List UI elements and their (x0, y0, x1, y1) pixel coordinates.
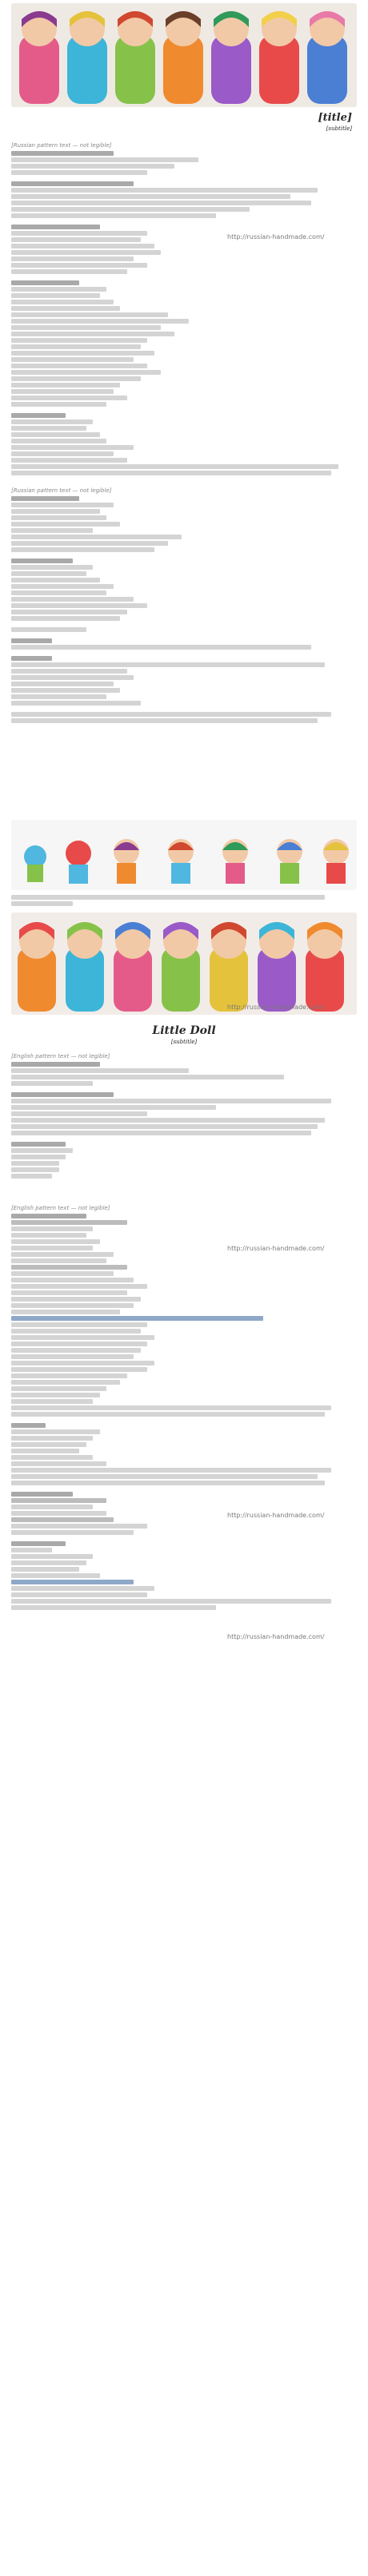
watermark-2: http://russian-handmade.com/ (227, 1004, 325, 1011)
page-footer-space (11, 1694, 352, 2576)
doll-steps-photo (11, 820, 357, 890)
watermark-4: http://russian-handmade.com/ (227, 1512, 325, 1519)
dolls-group-photo-middle (11, 912, 357, 1015)
dolls-group-photo-top (11, 3, 357, 107)
pattern-block-en-1 (11, 1053, 352, 1180)
pattern-block-ru-2 (11, 487, 352, 725)
ru-pattern-placeholder: [Russian pattern text — not legible] (11, 142, 112, 149)
title-ru: [title] (318, 112, 352, 124)
pattern-block-ru-3 (11, 893, 352, 908)
title-block-ru (184, 112, 352, 132)
pattern-block-en-2 (11, 1205, 352, 1612)
watermark-3: http://russian-handmade.com/ (227, 1245, 325, 1252)
title-block-en (112, 1024, 256, 1045)
pattern-block-ru-1 (11, 142, 352, 477)
en-body-placeholder: [English pattern text — not legible] (11, 1205, 110, 1211)
title-en: Little Doll (152, 1024, 216, 1037)
ru-body-placeholder: [Russian pattern text — not legible] (11, 487, 112, 494)
subtitle-ru: [subtitle] (326, 125, 352, 132)
watermark-5: http://russian-handmade.com/ (227, 1633, 325, 1640)
en-intro-placeholder: [English pattern text — not legible] (11, 1053, 110, 1059)
subtitle-en: [subtitle] (170, 1039, 198, 1045)
watermark-1: http://russian-handmade.com/ (227, 233, 325, 241)
